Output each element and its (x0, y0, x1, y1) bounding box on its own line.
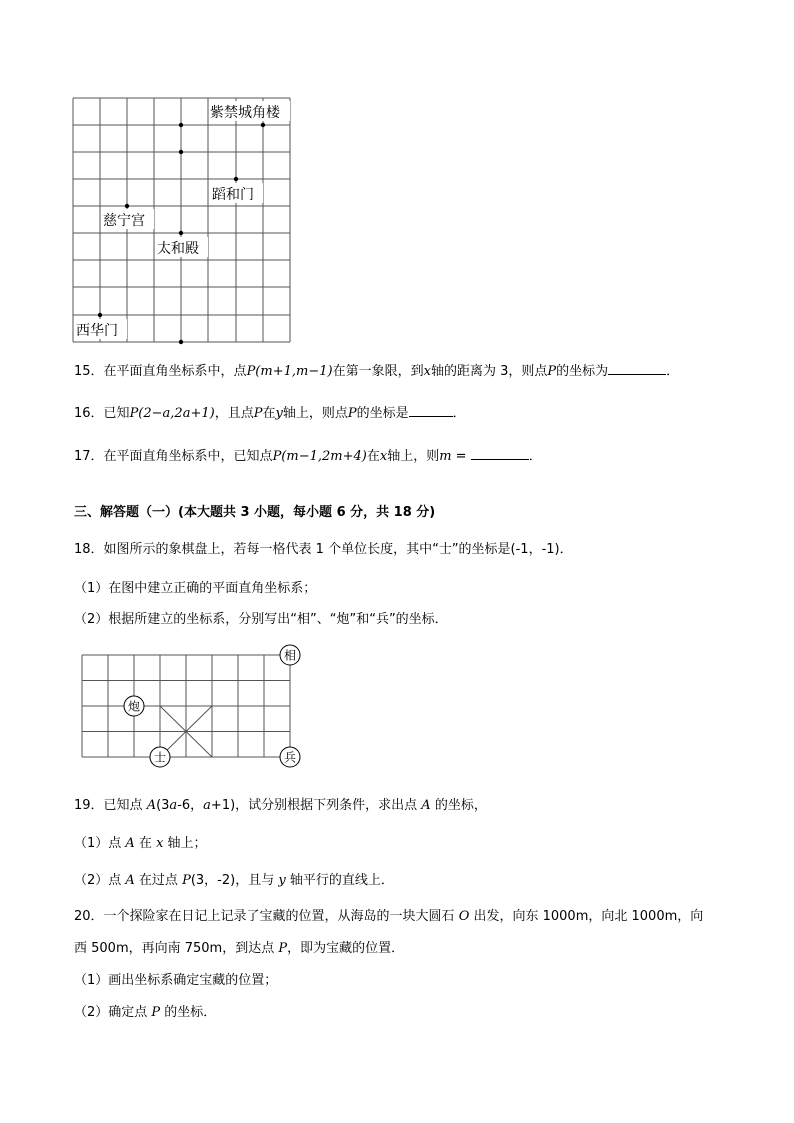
q19-stem-a: 19．已知点 (74, 798, 147, 813)
q15-text-b: 在第一象限，到 (332, 364, 424, 379)
q16-end: ． (452, 406, 466, 421)
q17-var-m: m (439, 449, 452, 464)
q19-var-a2: a (169, 798, 178, 813)
q19-p2-var: A (125, 873, 135, 888)
q17-point-expr: P(m−1,2m+4) (272, 449, 367, 464)
piece-shi (150, 747, 170, 767)
piece-bing (280, 747, 300, 767)
q15-var-x: x (423, 364, 431, 379)
q20-part-1: （1）画出坐标系确定宝藏的位置； (74, 973, 278, 988)
q18-stem: 18．如图所示的象棋盘上，若每一格代表 1 个单位长度，其中“士”的坐标是(-1，-1)． (74, 542, 573, 557)
q18-part-1: （1）在图中建立正确的平面直角坐标系； (74, 581, 317, 596)
q19-stem-b: (3 (156, 798, 170, 813)
q16-text-d: 轴上，则点 (282, 406, 348, 421)
q19-p1-x: x (156, 836, 164, 851)
q19-stem-e: 的坐标， (430, 798, 487, 813)
q15-text-c: 轴的距离为 3，则点 (430, 364, 548, 379)
q17-text-c: 轴上，则 (387, 449, 440, 464)
chess-grid-lines (82, 655, 290, 757)
piece-xiang-label: 相 (283, 648, 297, 663)
q17-var-x: x (379, 449, 388, 464)
piece-shi-label: 士 (153, 750, 167, 765)
q20-line2-a: 西 500m，再向南 750m，到达点 (74, 941, 279, 956)
q19-p1-c: 轴上； (163, 836, 207, 851)
q16-text-a: 已知 (103, 406, 130, 421)
map-label-cininggong: 慈宁宫 (103, 213, 145, 229)
map-label-taihedian: 太和殿 (157, 241, 199, 257)
q19-p2-a: （2）点 (74, 873, 126, 888)
q15-text-d: 的坐标为 (556, 364, 609, 379)
q16-var-p: P (253, 406, 263, 421)
q17-eq: = (451, 449, 471, 464)
map-label-daohemen: 蹈和门 (212, 187, 254, 203)
q20-line-1 (74, 908, 703, 926)
q17-text-a: 在平面直角坐标系中，已知点 (103, 449, 273, 464)
q19-p2-y: y (278, 873, 286, 888)
q20-part2-b: 的坐标． (160, 1005, 217, 1020)
q15-end: ． (666, 364, 680, 379)
q19-part-1 (74, 835, 207, 853)
q20-part2-a: （2）确定点 (74, 1005, 152, 1020)
q20-part2-var: P (151, 1005, 161, 1020)
q19-part-2 (74, 872, 394, 890)
q19-var-a3: a (203, 798, 211, 813)
q16-text-c: 在 (262, 406, 276, 421)
piece-pao (124, 696, 144, 716)
q15-point-expr: P(m+1,m−1) (246, 364, 333, 379)
q15-text-a: 在平面直角坐标系中，点 (103, 364, 247, 379)
q20-line2-b: ，即为宝藏的位置． (287, 941, 405, 956)
q16-text-b: ，且点 (214, 406, 254, 421)
q19-p2-c: (3，-2)，且与 (190, 873, 279, 888)
q16-var-y: y (275, 406, 283, 421)
q20-var-p: P (278, 941, 288, 956)
piece-pao-label: 炮 (127, 699, 141, 714)
q20-part-2 (74, 1004, 216, 1022)
q19-p2-p: P (182, 873, 191, 888)
q19-stem (74, 797, 487, 815)
q18-part-2: （2）根据所建立的坐标系，分别写出“相”、“炮”和“兵”的坐标． (74, 612, 448, 627)
q20-var-o: O (458, 909, 470, 924)
piece-xiang (280, 645, 300, 665)
section-3-title: 三、解答题（一）(本大题共 3 小题，每小题 6 分，共 18 分) (74, 505, 436, 520)
q16-number: 16． (74, 406, 104, 421)
q19-stem-d: +1)，试分别根据下列条件，求出点 (210, 798, 422, 813)
q19-p2-d: 轴平行的直线上． (285, 873, 394, 888)
q17-end: ． (528, 449, 542, 464)
q19-var-a: A (146, 798, 157, 813)
q19-p1-var: A (125, 836, 135, 851)
q16-var-p2: P (347, 406, 357, 421)
q19-p1-a: （1）点 (74, 836, 126, 851)
q16-point-expr: P(2−a,2a+1) (129, 406, 215, 421)
map-label-jiaolou: 紫禁城角楼 (210, 105, 280, 121)
q19-p1-b: 在 (134, 836, 157, 851)
q20-line1-a: 20．一个探险家在日记上记录了宝藏的位置，从海岛的一块大圆石 (74, 909, 459, 924)
q20-line-2 (74, 940, 404, 958)
q19-stem-c: -6， (177, 798, 204, 813)
map-label-xihuamen: 西华门 (76, 323, 118, 339)
q17-number: 17． (74, 449, 104, 464)
q15-number: 15． (74, 364, 104, 379)
q15-var-p: P (547, 364, 557, 379)
q17-text-b: 在 (366, 449, 380, 464)
q19-p2-b: 在过点 (134, 873, 183, 888)
q16-text-e: 的坐标是 (356, 406, 409, 421)
piece-bing-label: 兵 (283, 750, 297, 765)
q19-var-a4: A (421, 798, 431, 813)
q20-line1-b: 出发，向东 1000m，向北 1000m，向 (469, 909, 704, 924)
